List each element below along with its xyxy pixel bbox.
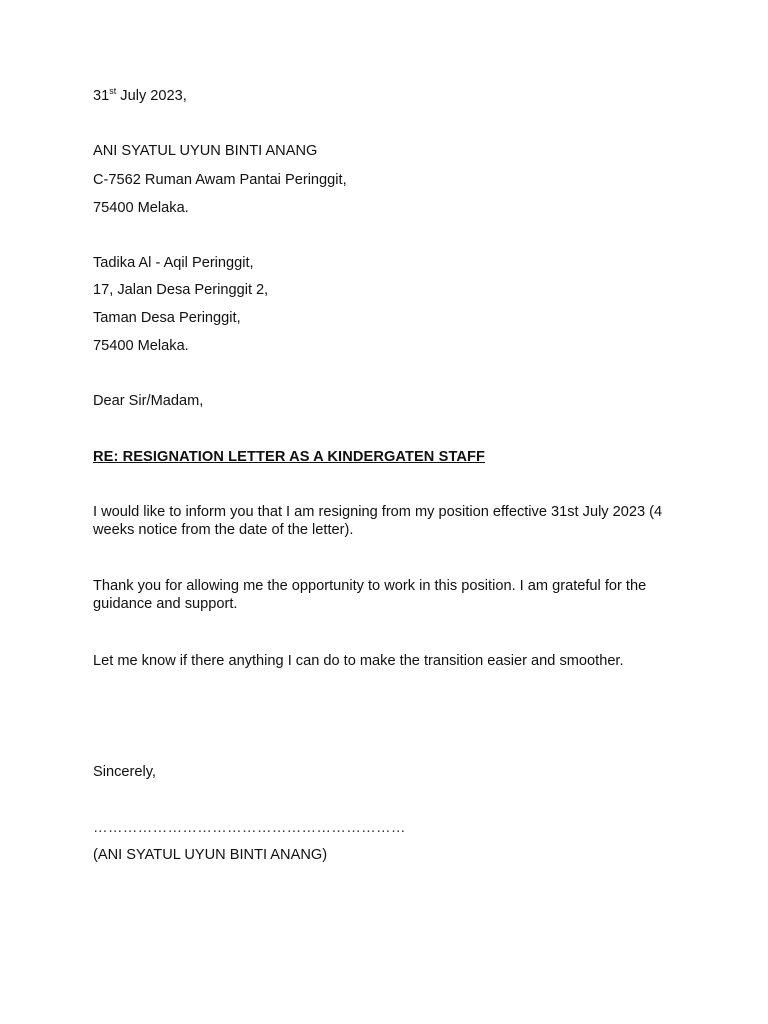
recipient-address-line1: 17, Jalan Desa Peringgit 2, xyxy=(93,282,269,298)
body-paragraph-3: Let me know if there anything I can do to make the transition easier and smoother. xyxy=(93,653,624,669)
date-rest: July 2023, xyxy=(116,88,187,104)
closing: Sincerely, xyxy=(93,764,156,780)
sender-address-line1: C-7562 Ruman Awam Pantai Peringgit, xyxy=(93,172,347,188)
subject-line: RE: RESIGNATION LETTER AS A KINDERGATEN STAFF xyxy=(93,449,486,465)
salutation: Dear Sir/Madam, xyxy=(93,393,204,409)
recipient-name: Tadika Al - Aqil Peringgit, xyxy=(93,255,254,271)
body-paragraph-2: Thank you for allowing me the opportunity to work in this position. I am grateful for the guidance and support. xyxy=(93,578,647,612)
signature-line: ……………………………………………………… xyxy=(93,820,406,836)
recipient-address-line2: Taman Desa Peringgit, xyxy=(93,310,241,326)
date-suffix: st xyxy=(109,86,117,97)
body-paragraph-1: I would like to inform you that I am resigning from my position effective 31st July 2023 (4 weeks notice from the date of the letter). xyxy=(93,504,663,538)
signature-name: (ANI SYATUL UYUN BINTI ANANG) xyxy=(93,847,328,863)
recipient-address-line3: 75400 Melaka. xyxy=(93,338,189,354)
sender-name: ANI SYATUL UYUN BINTI ANANG xyxy=(93,143,318,159)
sender-address-line2: 75400 Melaka. xyxy=(93,200,189,216)
date-day: 31 xyxy=(93,88,110,104)
letter-date xyxy=(93,87,187,105)
